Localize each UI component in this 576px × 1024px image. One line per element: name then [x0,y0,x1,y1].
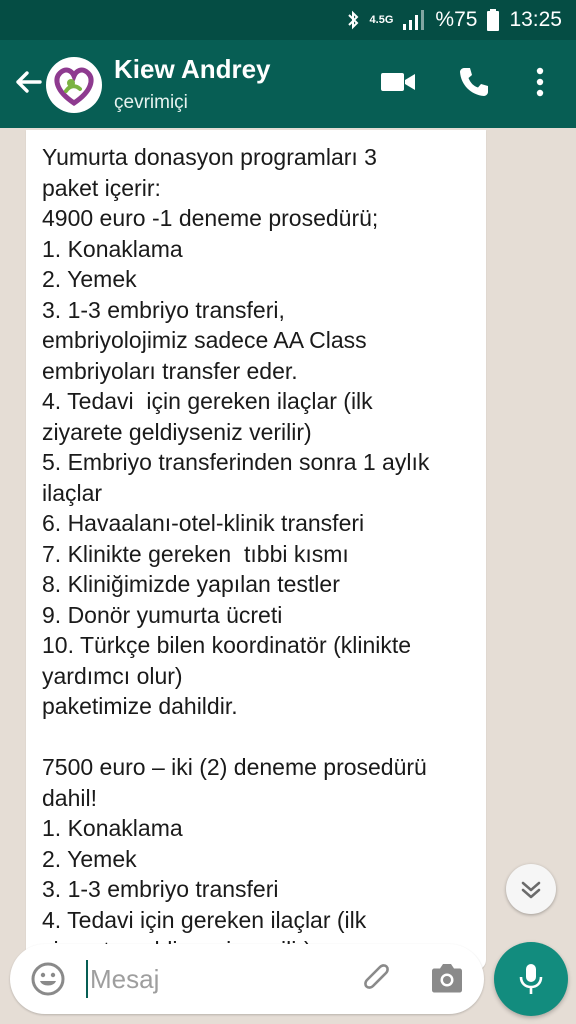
clinic-logo-icon [46,57,102,113]
chat-area[interactable] [0,128,576,936]
paperclip-icon[interactable] [358,960,396,998]
network-type: 4.5G [369,13,394,26]
microphone-icon [515,962,547,996]
smiley-icon[interactable] [30,961,66,997]
phone-icon[interactable] [454,62,494,102]
microphone-button[interactable] [494,942,568,1016]
bluetooth-icon [346,9,360,31]
message-bubble[interactable] [26,130,486,970]
double-chevron-down-icon [506,864,556,914]
scroll-down-button[interactable] [506,864,556,914]
more-vertical-icon[interactable] [520,62,560,102]
message-input-bar [10,944,484,1014]
message-input[interactable]: Mesaj [90,964,160,994]
arrow-left-icon[interactable] [8,62,48,102]
message-text: Yumurta donasyon programları 3 paket içerir: 4900 euro -1 deneme prosedürü; 1. Konaklama 2. Yemek 3. 1-3 embriyo transferi, embriyolojimiz sadece AA Class embriyoları transfer eder. 4. Tedavi için gereken ilaçlar (ilk ziyarete geldiyseniz verilir) 5. Embriyo transferinden sonra 1 aylık ilaçlar 6. Havaalanı-otel-klinik transferi 7. Klinikte gereken tıbbi kısmı 8. Kliniğimizde yapılan testler 9. Donör yumurta ücreti 10. Türkçe bilen koordinatör (klinikte yardımcı olur) paketimize dahildir. 7500 euro – iki (2) deneme prosedürü dahil! 1. Konaklama 2. Yemek 3. 1-3 embriyo transferi 4. Tedavi için gereken ilaçlar (ilk [42,144,430,933]
battery-percent: %75 [435,8,478,31]
camera-icon[interactable] [428,961,466,997]
text-cursor [86,960,88,998]
chat-header [0,40,576,128]
video-camera-icon[interactable] [378,62,418,102]
signal-icon [403,10,425,30]
contact-status: çevrimiçi [114,92,188,113]
battery-icon [487,9,499,31]
status-bar [0,0,576,40]
avatar[interactable] [46,57,102,113]
contact-name[interactable]: Kiew Andrey [114,54,271,84]
clock: 13:25 [509,8,562,31]
